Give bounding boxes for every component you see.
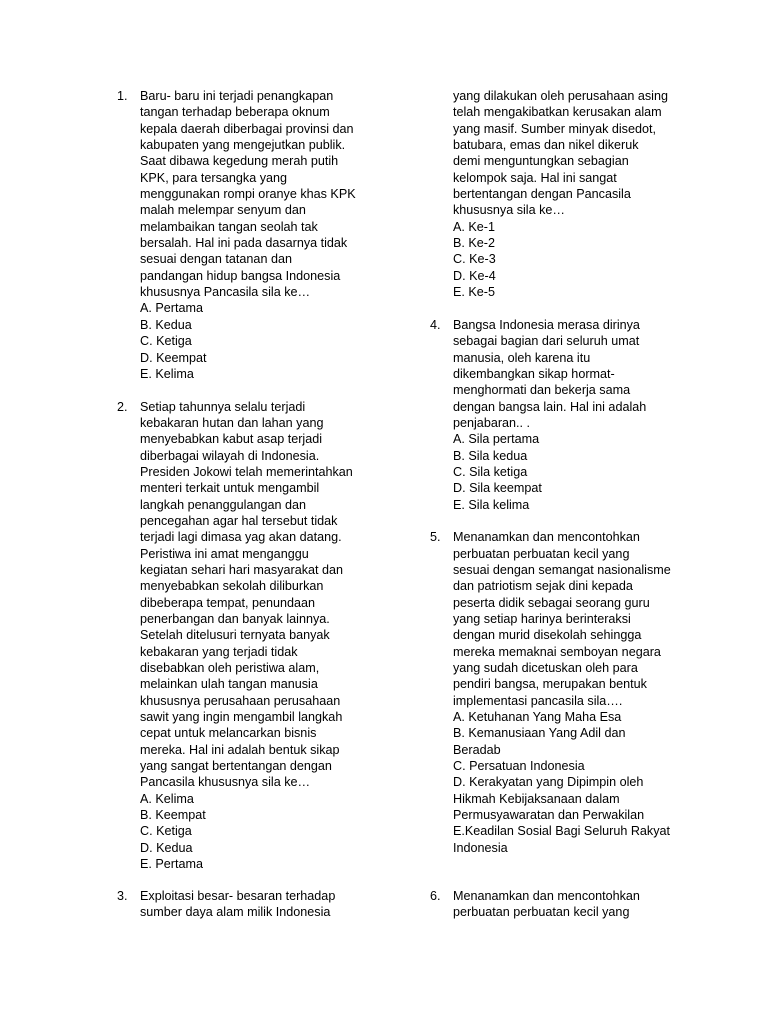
option-c: C. Ke-3 <box>453 252 496 267</box>
option-b: B. Kedua <box>140 317 192 332</box>
option-c: C. Ketiga <box>140 824 192 839</box>
question-5 <box>430 529 720 856</box>
option-a: A. Ketuhanan Yang Maha Esa <box>453 710 622 725</box>
question-number: 6. <box>430 889 441 903</box>
question-3 <box>117 888 430 921</box>
option-e: E.Keadilan Sosial Bagi Seluruh Rakyat Indonesia <box>453 824 671 855</box>
question-text: yang dilakukan oleh perusahaan asing telah mengakibatkan kerusakan alam yang masif. Sumber minyak disedot, batubara, emas dan nikel dikeruk demi menguntungkan sebagian kelompok saja. Hal ini sangat bertentangan dengan Pancasila khususnya sila ke… <box>453 89 668 218</box>
option-c: C. Sila ketiga <box>453 464 528 479</box>
option-a: A. Kelima <box>140 791 194 806</box>
option-b: B. Kemanusiaan Yang Adil dan Beradab <box>453 726 626 757</box>
option-b: B. Keempat <box>140 808 206 823</box>
option-a: A. Pertama <box>140 301 203 316</box>
question-text: Baru- baru ini terjadi penangkapan tangan terhadap beberapa oknum kepala daerah diberbagai provinsi dan kabupaten yang mengejutkan publik. Saat dibawa kegedung merah putih KPK, para tersangka yang menggunakan rompi oranye khas KPK malah melempar senyum dan melambaikan tangan seolah tak bersalah. Hal ini pada dasarnya tidak sesuai dengan tatanan dan pandangan hidup bangsa Indonesia khususnya Pancasila sila ke… <box>140 89 356 300</box>
option-b: B. Ke-2 <box>453 236 495 251</box>
left-column <box>117 88 407 920</box>
question-text: Exploitasi besar- besaran terhadap sumber daya alam milik Indonesia <box>140 889 336 920</box>
question-1 <box>117 88 407 382</box>
question-4 <box>430 317 720 513</box>
option-d: D. Kedua <box>140 840 193 855</box>
question-number: 2. <box>117 399 128 414</box>
right-column <box>430 88 720 920</box>
question-text: Bangsa Indonesia merasa dirinya sebagai bagian dari seluruh umat manusia, oleh karena itu dikembangkan sikap hormat- menghormati dan bekerja sama dengan bangsa lain. Hal ini adalah penjabaran.. . <box>453 317 647 430</box>
question-number: 5. <box>430 530 441 545</box>
option-e: E. Sila kelima <box>453 497 530 512</box>
option-e: E. Pertama <box>140 857 203 872</box>
option-d: D. Keempat <box>140 350 207 365</box>
option-e: E. Ke-5 <box>453 285 495 300</box>
option-d: D. Ke-4 <box>453 268 496 283</box>
question-number: 1. <box>117 89 128 103</box>
option-e: E. Kelima <box>140 366 194 381</box>
option-d: D. Sila keempat <box>453 481 542 496</box>
option-d: D. Kerakyatan yang Dipimpin oleh Hikmah Kebijaksanaan dalam Permusyawaratan dan Perwakilan <box>453 775 645 823</box>
question-number: 4. <box>430 317 441 332</box>
option-a: A. Ke-1 <box>453 219 495 234</box>
question-2 <box>117 399 407 873</box>
option-c: C. Persatuan Indonesia <box>453 759 585 774</box>
question-6 <box>430 888 743 921</box>
question-text: Menanamkan dan mencontohkan perbuatan perbuatan kecil yang <box>453 889 640 920</box>
question-text: Menanamkan dan mencontohkan perbuatan perbuatan kecil yang sesuai dengan semangat nasionalisme dan patriotism sejak dini kepada peserta didik sebagai seorang guru yang setiap harinya berinteraksi dengan murid disekolah sehingga mereka memaknai semboyan negara yang sudah dicetuskan oleh para pendiri bangsa, merupakan bentuk implementasi pancasila sila…. <box>453 530 671 708</box>
question-text: Setiap tahunnya selalu terjadi kebakaran hutan dan lahan yang menyebabkan kabut asap terjadi diberbagai wilayah di Indonesia. Presiden Jokowi telah memerintahkan menteri terkait untuk mengambil langkah penanggulangan dan pencegahan agar hal tersebut tidak terjadi lagi dimasa yag akan datang. Peristiwa ini amat menganggu kegiatan sehari hari masyarakat dan menyebabkan sekolah diliburkan dibeberapa tempat, penundaan penerbangan dan banyak lainnya. Setelah ditelusuri ternyata banyak kebakaran yang terjadi tidak disebabkan oleh peristiwa alam, melainkan ulah tangan manusia khususnya perusahaan perusahaan sawit yang ingin mengambil langkah cepat untuk melancarkan bisnis mereka. Hal ini adalah bentuk sikap yang sangat bertentangan dengan Pancasila khususnya sila ke… <box>140 399 353 790</box>
question-3-continued <box>430 88 720 300</box>
option-c: C. Ketiga <box>140 334 192 349</box>
question-number: 3. <box>117 889 128 903</box>
option-b: B. Sila kedua <box>453 448 528 463</box>
option-a: A. Sila pertama <box>453 432 540 447</box>
